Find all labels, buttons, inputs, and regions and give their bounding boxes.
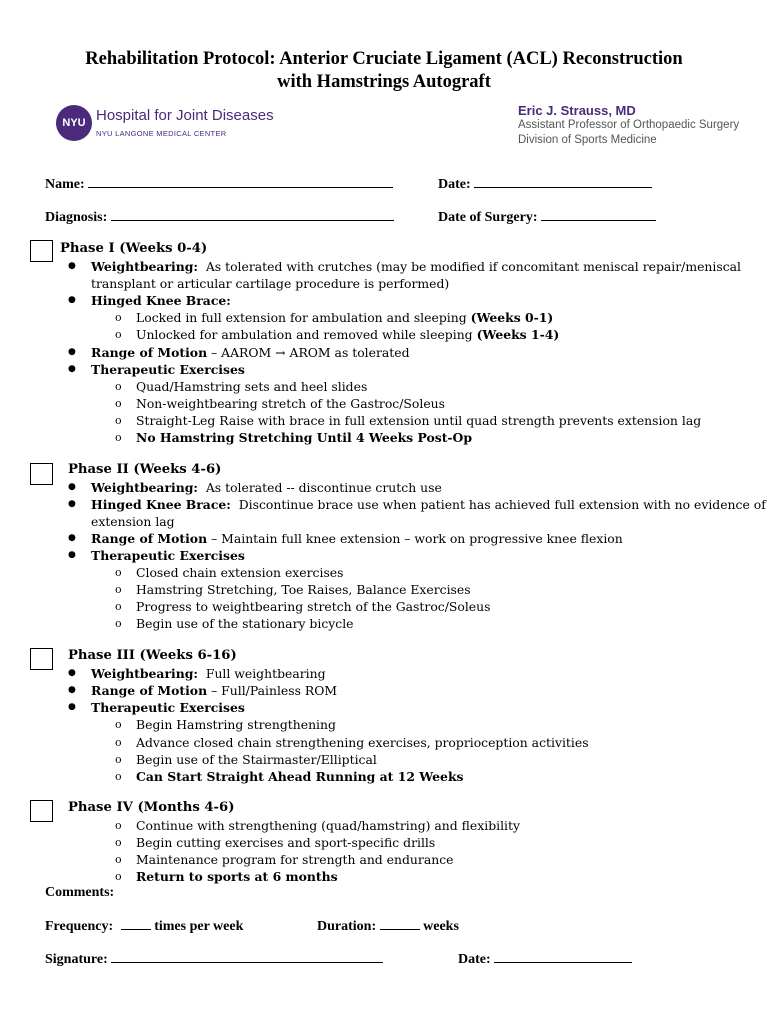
date-blank[interactable] (474, 175, 652, 188)
frequency-suffix: times per week (154, 919, 244, 934)
sub-bullet-icon: o (115, 718, 122, 731)
document-title-line1: Rehabilitation Protocol: Anterior Cruciate Ligament (ACL) Reconstruction (85, 49, 683, 69)
phase3-title: Phase III (Weeks 6-16) (68, 648, 237, 663)
bullet-icon: ● (68, 533, 76, 543)
bullet-icon: ● (68, 295, 76, 305)
frequency-label: Frequency: (45, 919, 114, 934)
phase3-checkbox[interactable] (30, 648, 53, 670)
document-title-line2: with Hamstrings Autograft (277, 72, 491, 92)
signature-date-field[interactable] (458, 950, 632, 968)
sub-bullet-icon: o (115, 431, 122, 444)
sub-bullet-icon: o (115, 736, 122, 749)
sub-bullet-icon: o (115, 380, 122, 393)
phase1-weightbearing-cont: transplant or articular cartilage procedure is performed) (91, 276, 450, 291)
bullet-icon: ● (68, 550, 76, 560)
name-field[interactable] (45, 175, 393, 193)
duration-field[interactable] (317, 917, 459, 935)
surgery-date-blank[interactable] (541, 208, 656, 221)
surgery-date-label: Date of Surgery: (438, 210, 538, 225)
doctor-division: Division of Sports Medicine (518, 134, 657, 146)
sub-bullet-icon: o (115, 328, 122, 341)
diagnosis-label: Diagnosis: (45, 210, 108, 225)
duration-blank[interactable] (380, 917, 420, 930)
hospital-name: Hospital for Joint Diseases (96, 107, 274, 124)
hospital-subname: NYU LANGONE MEDICAL CENTER (96, 129, 227, 138)
sub-bullet-icon: o (115, 397, 122, 410)
sub-bullet-icon: o (115, 853, 122, 866)
signature-blank[interactable] (111, 950, 383, 963)
date-label: Date: (438, 177, 471, 192)
sub-bullet-icon: o (115, 414, 122, 427)
phase2-title: Phase II (Weeks 4-6) (68, 462, 222, 477)
sub-bullet-icon: o (115, 311, 122, 324)
bullet-icon: ● (68, 685, 76, 695)
sub-bullet-icon: o (115, 870, 122, 883)
bullet-icon: ● (68, 499, 76, 509)
bullet-icon: ● (68, 347, 76, 357)
frequency-field[interactable] (45, 917, 243, 935)
bullet-icon: ● (68, 482, 76, 492)
nyu-logo-mark: NYU (56, 105, 92, 141)
sub-bullet-icon: o (115, 836, 122, 849)
phase1-title: Phase I (Weeks 0-4) (60, 241, 208, 256)
signature-date-label: Date: (458, 952, 491, 967)
signature-date-blank[interactable] (494, 950, 632, 963)
date-field[interactable] (438, 175, 652, 193)
surgery-date-field[interactable] (438, 208, 656, 226)
doctor-title: Assistant Professor of Orthopaedic Surgery (518, 119, 740, 131)
sub-bullet-icon: o (115, 753, 122, 766)
sub-bullet-icon: o (115, 583, 122, 596)
name-label: Name: (45, 177, 85, 192)
frequency-blank[interactable] (121, 917, 151, 930)
phase2-checkbox[interactable] (30, 463, 53, 485)
sub-bullet-icon: o (115, 566, 122, 579)
sub-bullet-icon: o (115, 819, 122, 832)
signature-label: Signature: (45, 952, 108, 967)
phase1-checkbox[interactable] (30, 240, 53, 262)
phase2-brace-cont: extension lag (91, 514, 175, 529)
comments-label: Comments: (45, 885, 115, 900)
diagnosis-blank[interactable] (111, 208, 394, 221)
bullet-icon: ● (68, 364, 76, 374)
sub-bullet-icon: o (115, 770, 122, 783)
bullet-icon: ● (68, 668, 76, 678)
duration-suffix: weeks (423, 919, 459, 934)
phase4-checkbox[interactable] (30, 800, 53, 822)
hospital-logo (50, 98, 274, 150)
doctor-name: Eric J. Strauss, MD (518, 103, 636, 118)
phase4-title: Phase IV (Months 4-6) (68, 800, 235, 815)
sub-bullet-icon: o (115, 617, 122, 630)
name-blank[interactable] (88, 175, 393, 188)
bullet-icon: ● (68, 702, 76, 712)
signature-field[interactable] (45, 950, 383, 968)
bullet-icon: ● (68, 261, 76, 271)
duration-label: Duration: (317, 919, 377, 934)
sub-bullet-icon: o (115, 600, 122, 613)
diagnosis-field[interactable] (45, 208, 394, 226)
